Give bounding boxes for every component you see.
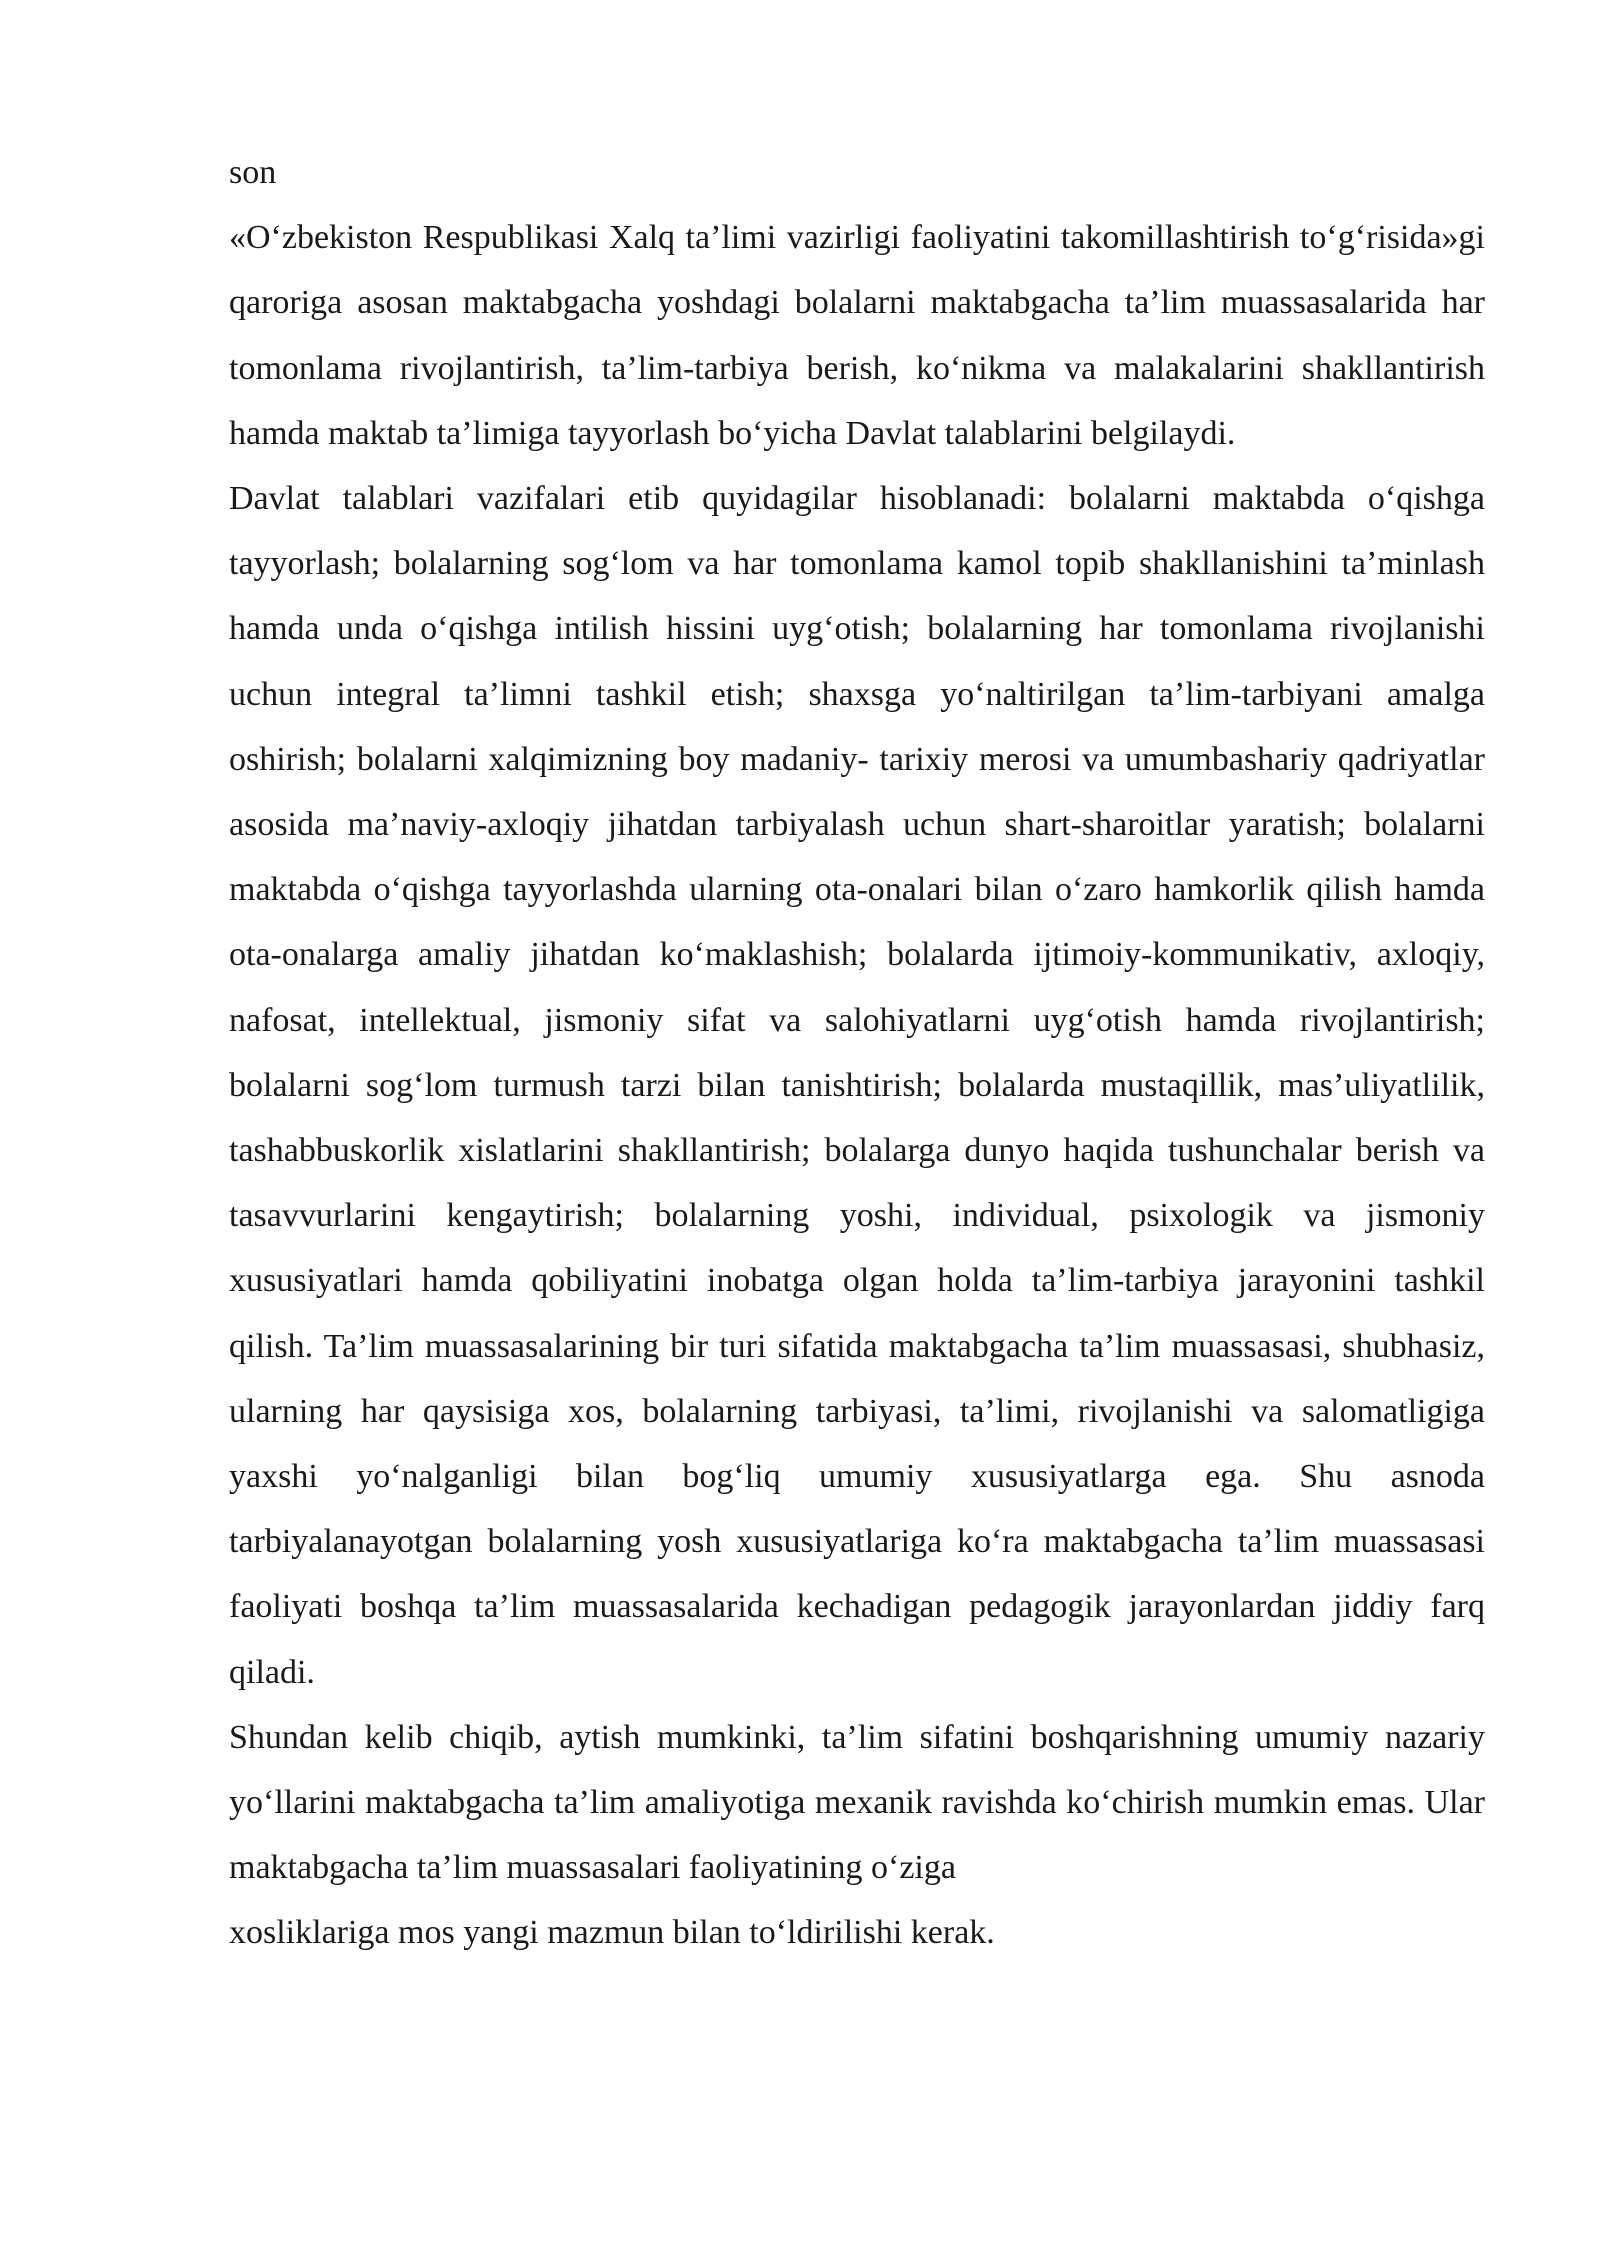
paragraph-conclusion: Shundan kelib chiqib, aytish mumkinki, ta’lim sifatini boshqarishning umumiy nazariy yo‘llarini maktabgacha ta’lim amaliyotiga mexanik ravishda ko‘chirish mumkin emas. Ular maktabgacha ta’lim muassasalari faoliyatining o‘ziga <box>229 1718 1485 1887</box>
document-page <box>229 140 1485 1966</box>
paragraph-fragment: son <box>229 154 277 191</box>
paragraph-closing-line: xosliklariga mos yangi mazmun bilan to‘ldirilishi kerak. <box>229 1914 995 1952</box>
paragraph-state-requirements: Davlat talablari vazifalari etib quyidagilar hisoblanadi: bolalarni maktabda o‘qishga tayyorlash; bolalarning sog‘lom va har tomonlama kamol topib shakllanishini ta’minlash hamda unda o‘qishga intilish hissini uyg‘otish; bolalarning har tomonlama rivojlanishi uchun integral ta’limni tashkil etish; shaxsga yo‘naltirilgan ta’lim-tarbiyani amalga oshirish; bolalarni xalqimizning boy madaniy- tarixiy merosi va umumbashariy qadriyatlar asosida ma’naviy-axloqiy jihatdan tarbiyalash uchun shart-sharoitlar yaratish; bolalarni maktabda o‘qishga tayyorlashda ularning ota-onalari bilan o‘zaro hamkorlik qilish hamda ota-onalarga amaliy jihatdan ko‘maklashish; bolalarda ijtimoiy-kommunikativ, axloqiy, nafosat, intellektual, jismoniy sifat va salohiyatlarni uyg‘otish hamda rivojlantirish; bolalarni sog‘lom turmush tarzi bilan tanishtirish; bolalarda mustaqillik, mas’uliyatlilik, tashabbuskorlik xislatlarini shakllantirish; bolalarga dunyo haqida tushunchalar berish va tasavvurlarini kengaytirish; bolalarning yoshi, individual, psixologik va jismoniy xususiyatlari hamda qobiliyatini inobatga olgan holda ta’lim-tarbiya jarayonini tashkil qilish. Ta’lim muassasalarining bir turi sifatida maktabgacha ta’lim muassasasi, shubhasiz, ularning har qaysisiga xos, bolalarning tarbiyasi, ta’limi, rivojlanishi va salomatligiga yaxshi yo‘nalganligi bilan bog‘liq umumiy xususiyatlarga ega. Shu asnoda tarbiyalanayotgan bolalarning yosh xususiyatlariga ko‘ra maktabgacha ta’lim muassasasi faoliyati boshqa ta’lim muassasalarida kechadigan pedagogik jarayonlardan jiddiy farq qiladi. <box>229 480 1485 1691</box>
paragraph-decree-reference: «O‘zbekiston Respublikasi Xalq ta’limi vazirligi faoliyatini takomillashtirish to‘g‘risida»gi qaroriga asosan maktabgacha yoshdagi bolalarni maktabgacha ta’lim muassasalarida har tomonlama rivojlantirish, ta’lim-tarbiya berish, ko‘nikma va malakalarini shakllantirish hamda maktab ta’limiga tayyorlash bo‘yicha Davlat talablarini belgilaydi. <box>229 219 1485 452</box>
